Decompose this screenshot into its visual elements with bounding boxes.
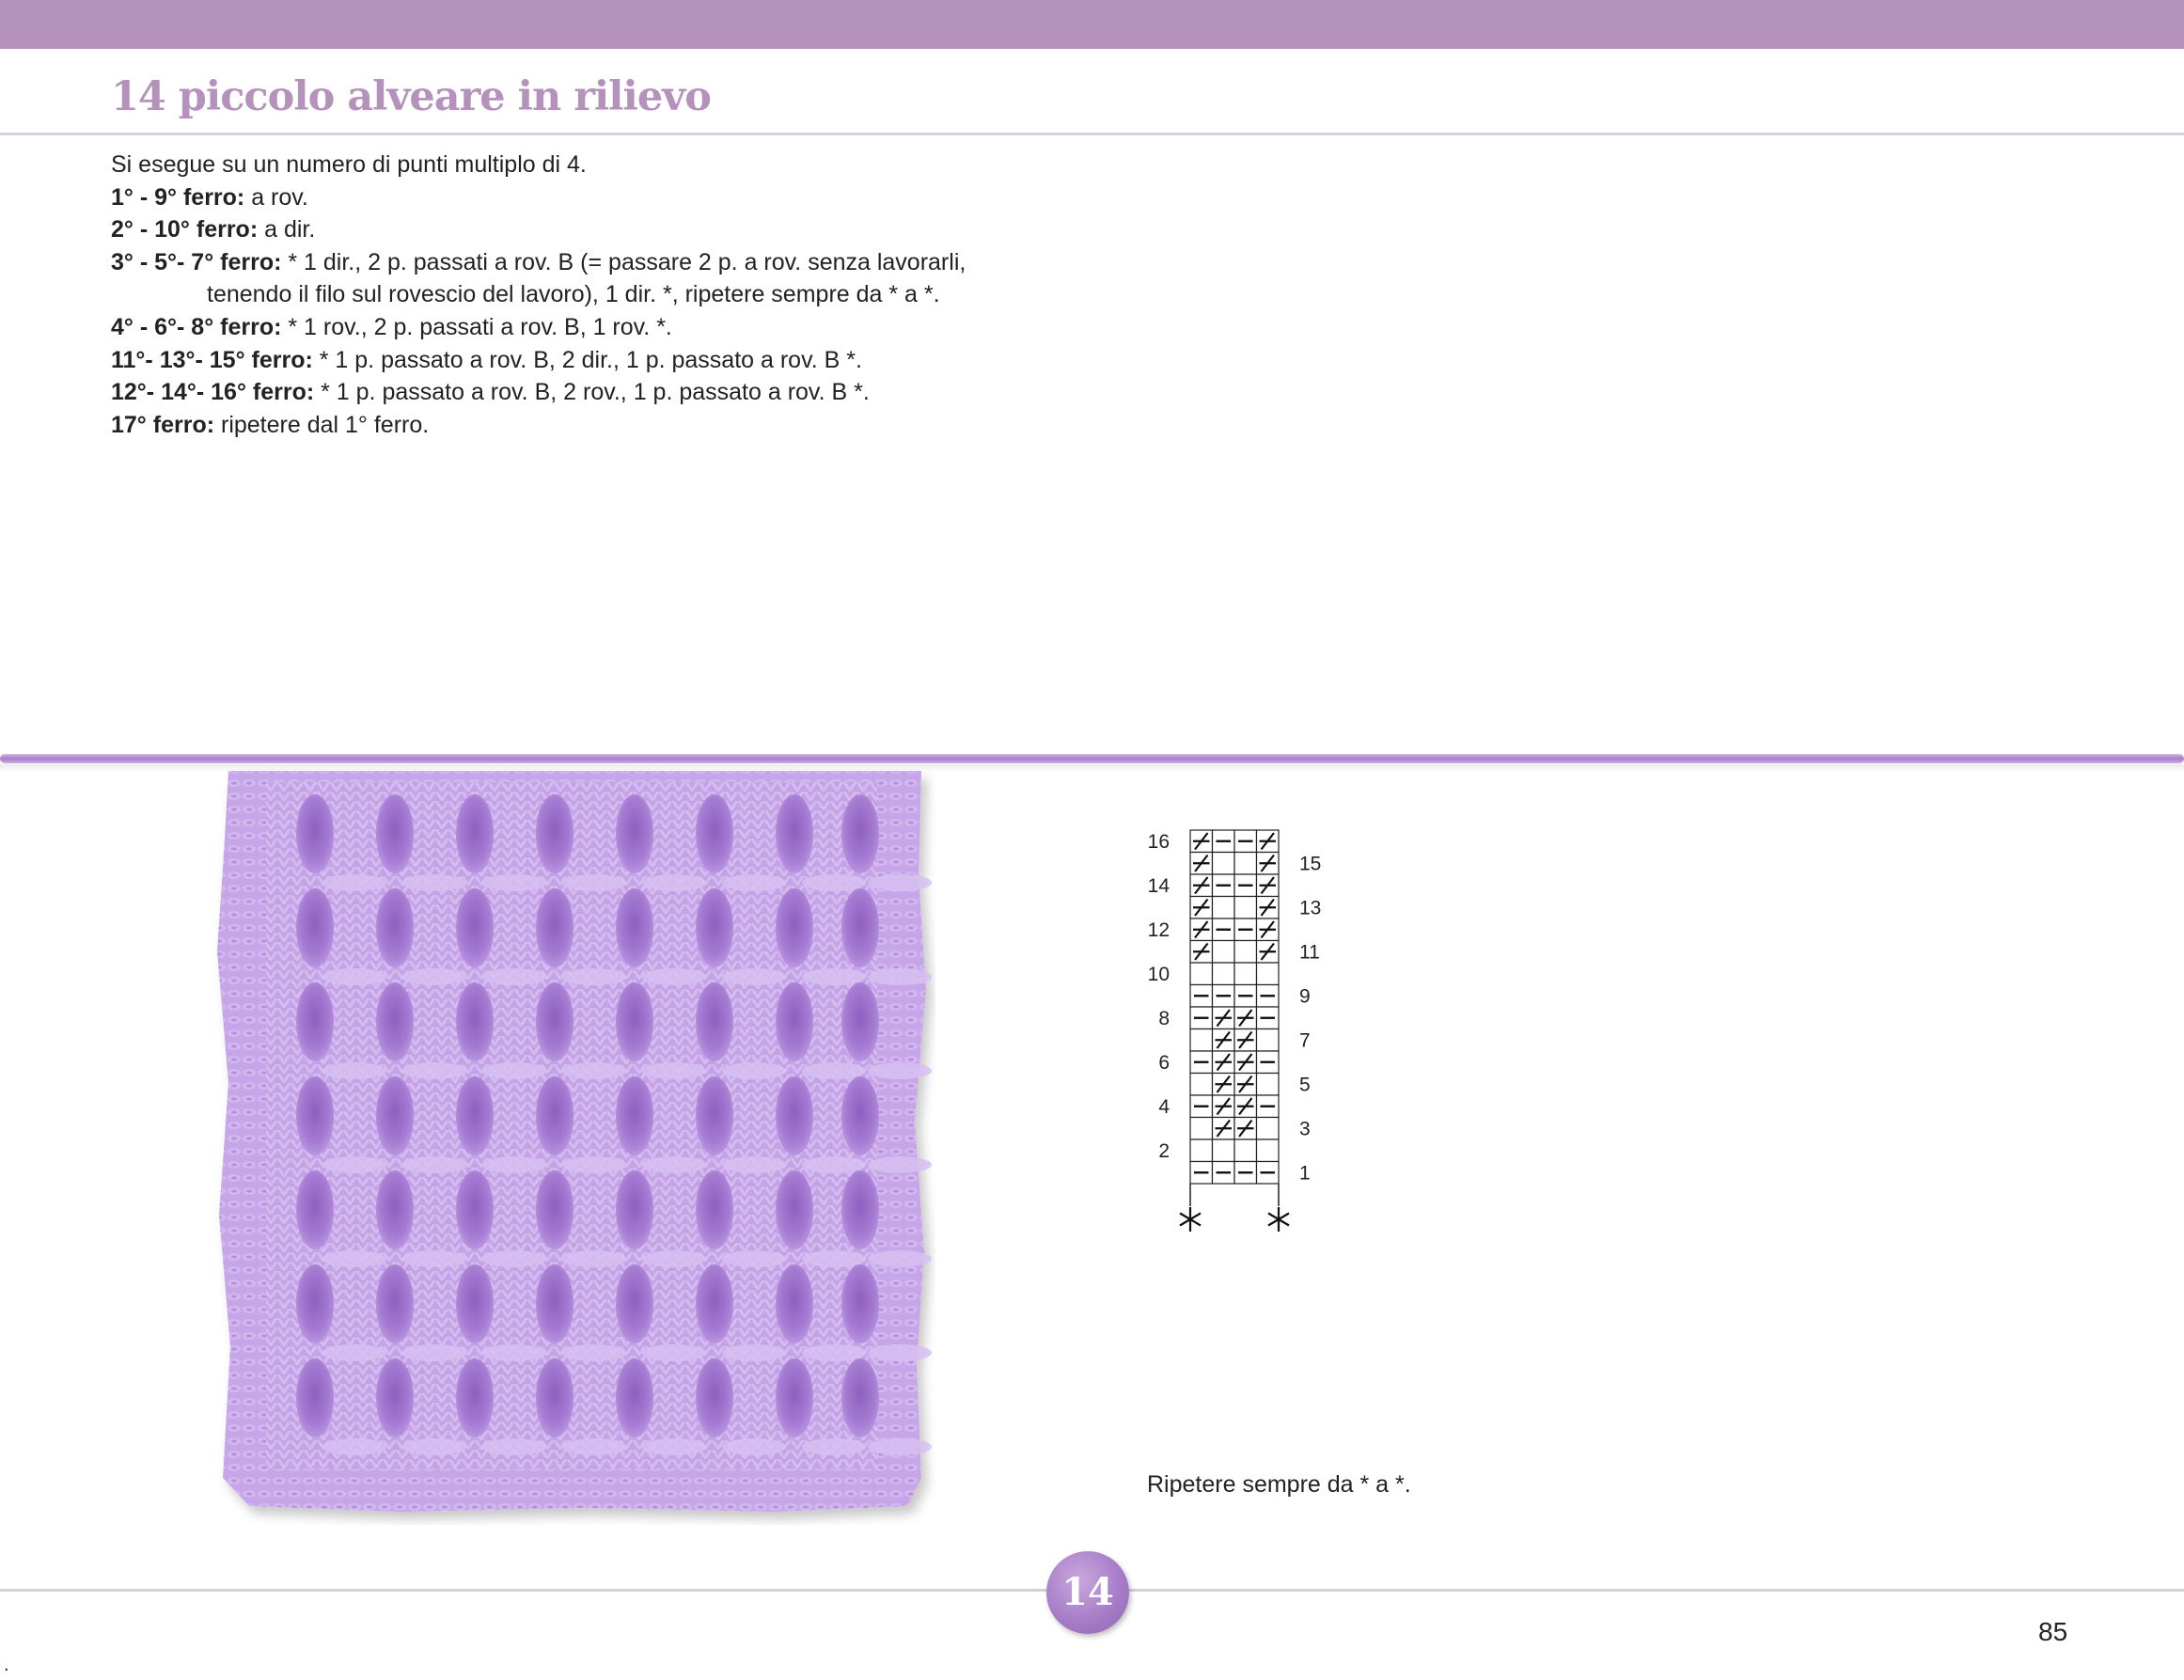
- chart-cell: [1234, 963, 1257, 985]
- swatch-stitch-band: [562, 1156, 626, 1173]
- swatch-stitch-band: [802, 1344, 866, 1361]
- row-label: 3° - 5°- 7° ferro:: [111, 248, 282, 275]
- swatch-hole: [696, 794, 733, 873]
- instruction-row: [111, 213, 1051, 246]
- swatch-hole: [296, 1358, 334, 1437]
- row-number-left: 14: [1147, 874, 1170, 897]
- swatch-stitch-band: [402, 1250, 466, 1267]
- swatch-stitch-band: [802, 874, 866, 891]
- swatch-hole: [841, 794, 879, 873]
- swatch-stitch-band: [482, 1250, 546, 1267]
- row-number-right: 7: [1299, 1029, 1311, 1052]
- chart-cell: [1213, 897, 1235, 919]
- swatch-stitch-band: [868, 1438, 932, 1455]
- swatch-hole: [376, 1170, 414, 1249]
- row-number-right: 1: [1299, 1162, 1311, 1185]
- swatch-stitch-band: [482, 1062, 546, 1079]
- swatch-hole: [536, 982, 573, 1061]
- row-number-right: 15: [1299, 853, 1322, 875]
- swatch-hole: [696, 1358, 733, 1437]
- swatch-hole: [296, 1264, 334, 1343]
- swatch-stitch-band: [482, 874, 546, 891]
- swatch-hole: [841, 1358, 879, 1437]
- swatch-stitch-band: [562, 1062, 626, 1079]
- instruction-row: [111, 409, 1051, 442]
- swatch-hole: [376, 1076, 414, 1155]
- swatch-stitch-band: [322, 1156, 386, 1173]
- row-number-right: 5: [1299, 1074, 1311, 1096]
- swatch-hole: [776, 794, 813, 873]
- chart-cell: [1190, 1139, 1213, 1162]
- row-number-left: 10: [1147, 963, 1170, 985]
- swatch-hole: [456, 1076, 494, 1155]
- row-text: * 1 dir., 2 p. passati a rov. B (= passare 2 p. a rov. senza lavorarli,: [281, 248, 966, 275]
- page-number: 85: [2038, 1617, 2068, 1646]
- swatch-hole: [456, 982, 494, 1061]
- row-number-right: 13: [1299, 897, 1322, 919]
- swatch-hole: [376, 1264, 414, 1343]
- row-text: * 1 p. passato a rov. B, 2 rov., 1 p. passato a rov. B *.: [314, 379, 870, 406]
- swatch-hole: [696, 982, 733, 1061]
- swatch-hole: [696, 888, 733, 967]
- swatch-stitch-band: [722, 1344, 786, 1361]
- row-text: a dir.: [258, 216, 316, 243]
- chart-cell: [1190, 963, 1213, 985]
- swatch-hole: [616, 982, 653, 1061]
- pattern-number-badge: [1046, 1551, 1129, 1634]
- swatch-stitch-band: [868, 1250, 932, 1267]
- swatch-hole: [536, 888, 573, 967]
- badge-number: 14: [1061, 1570, 1114, 1614]
- chart-cell: [1190, 1118, 1213, 1140]
- swatch-stitch-band: [868, 874, 932, 891]
- swatch-stitch-band: [322, 1062, 386, 1079]
- swatch-stitch-band: [722, 1250, 786, 1267]
- chart-cell: [1257, 1074, 1280, 1096]
- chart-cell: [1213, 963, 1235, 985]
- asterisk-icon: [1180, 1207, 1201, 1232]
- swatch-hole: [616, 1264, 653, 1343]
- instruction-row-continuation: [111, 278, 1051, 311]
- row-number-left: 16: [1147, 830, 1170, 853]
- swatch-hole: [376, 1358, 414, 1437]
- row-label: 11°- 13°- 15° ferro:: [111, 346, 313, 373]
- swatch-stitch-band: [322, 1438, 386, 1455]
- chart-cell: [1234, 897, 1257, 919]
- stitch-chart: [1128, 818, 1354, 1232]
- chart-cell: [1234, 941, 1257, 964]
- swatch-hole: [456, 1358, 494, 1437]
- swatch-stitch-band: [722, 1438, 786, 1455]
- swatch-stitch-band: [642, 1344, 706, 1361]
- instruction-row: [111, 246, 1051, 279]
- row-text: tenendo il filo sul rovescio del lavoro), 1 dir. *, ripetere sempre da * a *.: [207, 281, 940, 308]
- swatch-hole: [776, 1076, 813, 1155]
- swatch-hole: [696, 1264, 733, 1343]
- swatch-hole: [616, 794, 653, 873]
- chart-cell: [1257, 963, 1280, 985]
- swatch-stitch-band: [868, 1344, 932, 1361]
- swatch-hole: [536, 1170, 573, 1249]
- swatch-hole: [456, 1264, 494, 1343]
- swatch-hole: [776, 888, 813, 967]
- swatch-stitch-band: [642, 1062, 706, 1079]
- swatch-hole: [296, 1076, 334, 1155]
- swatch-stitch-band: [402, 1344, 466, 1361]
- row-number-left: 6: [1158, 1051, 1170, 1074]
- row-number-left: 8: [1158, 1007, 1170, 1029]
- row-text: ripetere dal 1° ferro.: [214, 411, 430, 438]
- swatch-hole: [776, 1264, 813, 1343]
- swatch-stitch-band: [402, 968, 466, 985]
- chart-cell: [1213, 1139, 1235, 1162]
- swatch-hole: [376, 794, 414, 873]
- swatch-stitch-band: [722, 874, 786, 891]
- swatch-stitch-band: [322, 1344, 386, 1361]
- knitted-swatch-image: [212, 763, 935, 1525]
- instructions-intro: Si esegue su un numero di punti multiplo di 4.: [111, 151, 587, 178]
- swatch-hole: [776, 1358, 813, 1437]
- chart-cell: [1190, 1074, 1213, 1096]
- swatch-stitch-band: [402, 874, 466, 891]
- chart-cell: [1213, 941, 1235, 964]
- swatch-stitch-band: [722, 968, 786, 985]
- swatch-stitch-band: [482, 968, 546, 985]
- row-label: 4° - 6°- 8° ferro:: [111, 313, 282, 340]
- chart-cell: [1257, 1118, 1280, 1140]
- row-text: * 1 p. passato a rov. B, 2 dir., 1 p. passato a rov. B *.: [312, 346, 862, 373]
- swatch-hole: [696, 1076, 733, 1155]
- instructions-block: [111, 149, 1051, 441]
- chart-cell: [1257, 1139, 1280, 1162]
- swatch-hole: [776, 982, 813, 1061]
- swatch-hole: [456, 888, 494, 967]
- swatch-hole: [536, 1358, 573, 1437]
- yarn-strand: [0, 754, 2184, 763]
- instruction-row: [111, 344, 1051, 377]
- row-label: 1° - 9° ferro:: [111, 183, 245, 211]
- swatch-stitch-band: [802, 968, 866, 985]
- swatch-hole: [536, 1264, 573, 1343]
- swatch-stitch-band: [562, 874, 626, 891]
- row-label: 2° - 10° ferro:: [111, 216, 259, 243]
- row-number-left: 12: [1147, 919, 1170, 941]
- chart-cell: [1190, 1029, 1213, 1052]
- chart-cell: [1213, 853, 1235, 875]
- swatch-hole: [296, 1170, 334, 1249]
- title-divider: [0, 133, 2184, 135]
- swatch-stitch-band: [322, 968, 386, 985]
- swatch-stitch-band: [562, 968, 626, 985]
- swatch-stitch-band: [642, 1156, 706, 1173]
- swatch-stitch-band: [562, 1438, 626, 1455]
- swatch-hole: [841, 888, 879, 967]
- swatch-hole: [616, 888, 653, 967]
- row-text: * 1 rov., 2 p. passati a rov. B, 1 rov. *.: [281, 313, 672, 340]
- swatch-stitch-band: [802, 1438, 866, 1455]
- swatch-hole: [616, 1076, 653, 1155]
- swatch-hole: [841, 982, 879, 1061]
- swatch-hole: [456, 794, 494, 873]
- swatch-stitch-band: [802, 1062, 866, 1079]
- swatch-stitch-band: [868, 1062, 932, 1079]
- swatch-hole: [456, 1170, 494, 1249]
- chart-caption: Ripetere sempre da * a *.: [1147, 1471, 1411, 1498]
- page-title: 14 piccolo alveare in rilievo: [111, 73, 711, 120]
- swatch-stitch-band: [562, 1344, 626, 1361]
- swatch-stitch-band: [868, 1156, 932, 1173]
- swatch-hole: [296, 888, 334, 967]
- row-number-left: 2: [1158, 1139, 1170, 1162]
- chart-cell: [1234, 1139, 1257, 1162]
- swatch-hole: [776, 1170, 813, 1249]
- swatch-hole: [696, 1170, 733, 1249]
- swatch-stitch-band: [402, 1062, 466, 1079]
- row-number-right: 11: [1299, 941, 1320, 964]
- swatch-hole: [376, 982, 414, 1061]
- swatch-hole: [296, 982, 334, 1061]
- swatch-stitch-band: [482, 1344, 546, 1361]
- row-label: 12°- 14°- 16° ferro:: [111, 379, 315, 406]
- swatch-hole: [376, 888, 414, 967]
- swatch-stitch-band: [722, 1062, 786, 1079]
- swatch-stitch-band: [402, 1438, 466, 1455]
- swatch-hole: [296, 794, 334, 873]
- asterisk-icon: [1268, 1207, 1289, 1232]
- swatch-hole: [536, 1076, 573, 1155]
- instruction-row: [111, 311, 1051, 344]
- chart-cell: [1234, 853, 1257, 875]
- swatch-stitch-band: [322, 1250, 386, 1267]
- swatch-hole: [536, 794, 573, 873]
- top-color-band: [0, 0, 2184, 49]
- swatch-stitch-band: [802, 1156, 866, 1173]
- swatch-hole: [616, 1358, 653, 1437]
- swatch-hole: [841, 1264, 879, 1343]
- chart-cell: [1257, 1029, 1280, 1052]
- swatch-stitch-band: [642, 1250, 706, 1267]
- swatch-hole: [841, 1076, 879, 1155]
- row-text: a rov.: [244, 183, 308, 211]
- swatch-stitch-band: [402, 1156, 466, 1173]
- row-number-right: 3: [1299, 1118, 1311, 1140]
- row-number-right: 9: [1299, 985, 1311, 1008]
- corner-mark: .: [4, 1655, 9, 1675]
- swatch-stitch-band: [482, 1156, 546, 1173]
- swatch-stitch-band: [642, 874, 706, 891]
- swatch-stitch-band: [562, 1250, 626, 1267]
- swatch-stitch-band: [642, 1438, 706, 1455]
- row-number-left: 4: [1158, 1095, 1170, 1118]
- swatch-stitch-band: [802, 1250, 866, 1267]
- swatch-stitch-band: [322, 874, 386, 891]
- instruction-row: [111, 376, 1051, 409]
- instruction-row: [111, 181, 1051, 214]
- row-label: 17° ferro:: [111, 411, 215, 438]
- swatch-stitch-band: [482, 1438, 546, 1455]
- swatch-stitch-band: [868, 968, 932, 985]
- swatch-stitch-band: [642, 968, 706, 985]
- swatch-hole: [841, 1170, 879, 1249]
- swatch-hole: [616, 1170, 653, 1249]
- swatch-stitch-band: [722, 1156, 786, 1173]
